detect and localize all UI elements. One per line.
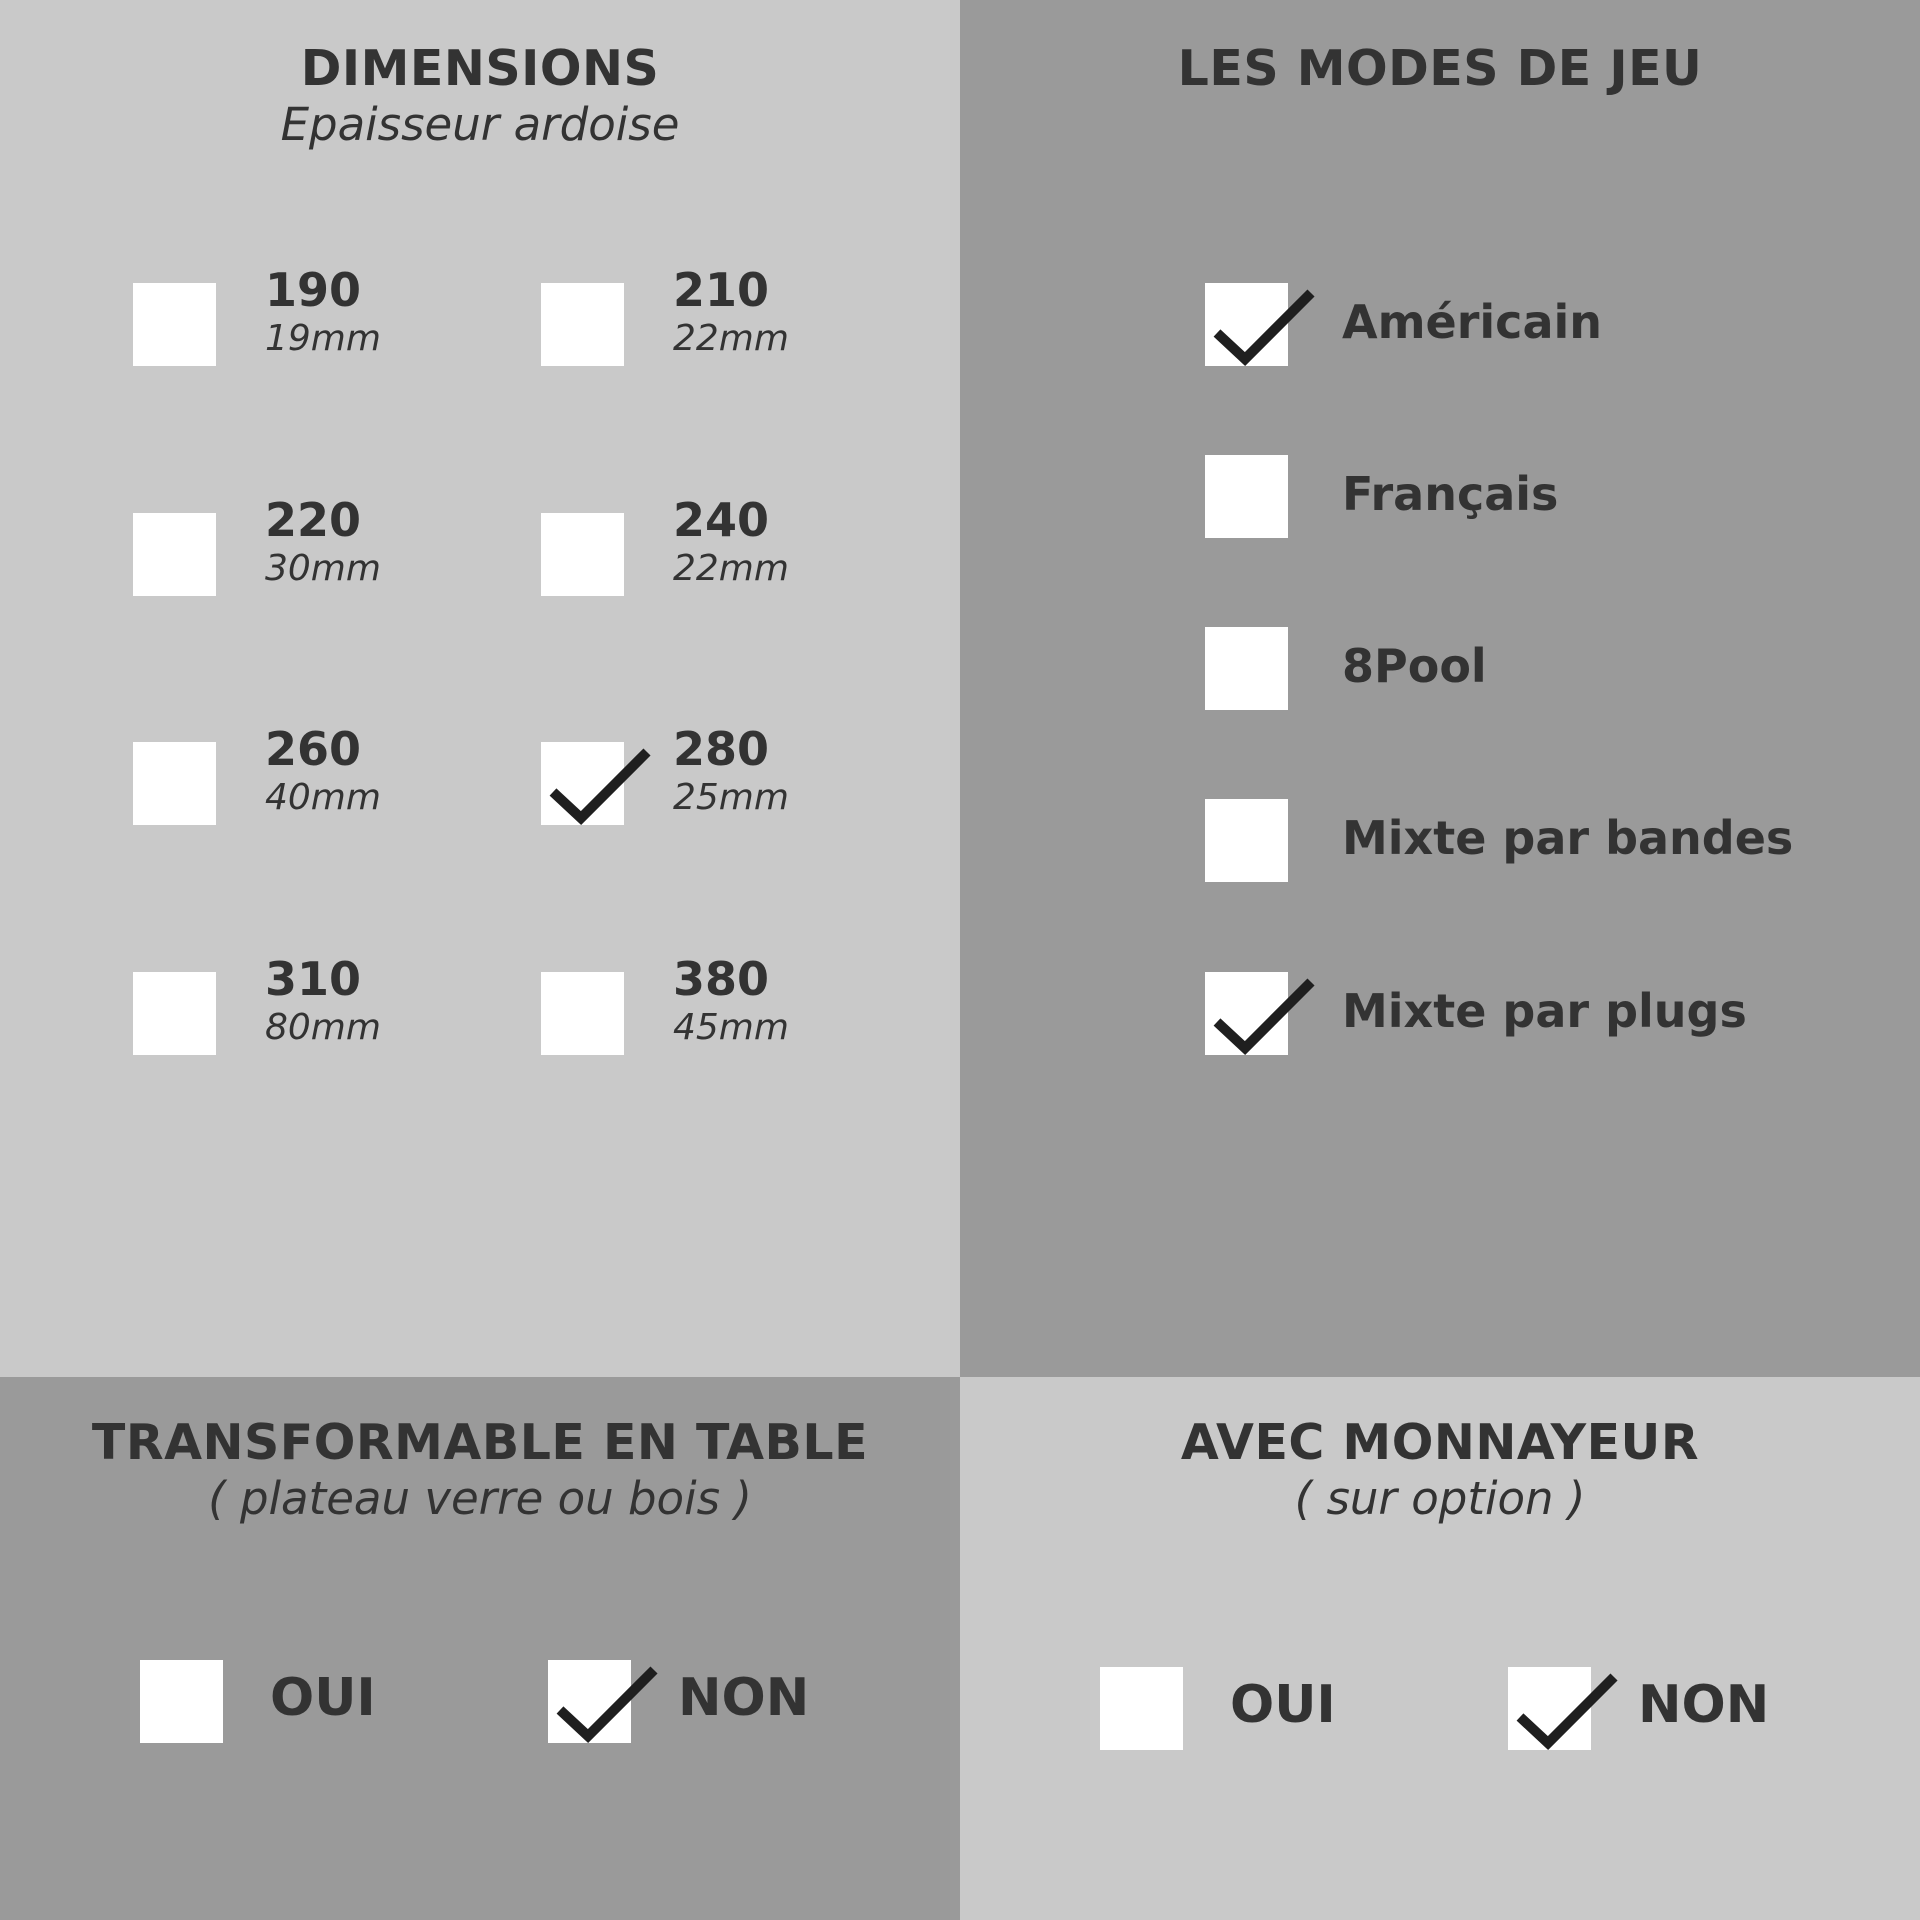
- game-modes-panel: [960, 0, 1920, 1377]
- option-label: OUI: [270, 1668, 376, 1728]
- coin-mechanism-option-non[interactable]: [1508, 1667, 1808, 1750]
- dimensions-subtitle: Epaisseur ardoise: [280, 98, 680, 151]
- dimension-option-310[interactable]: [133, 952, 513, 1062]
- game-mode-option-mixte-plugs[interactable]: [1205, 972, 1905, 1055]
- option-label: NON: [1638, 1675, 1770, 1735]
- checkmark-icon: [541, 742, 624, 825]
- checkbox[interactable]: [548, 1660, 631, 1743]
- dimension-option-210[interactable]: [541, 263, 921, 373]
- transformable-option-non[interactable]: [548, 1660, 848, 1743]
- slate-thickness-label: 22mm: [673, 318, 789, 359]
- checkbox[interactable]: [1205, 972, 1288, 1055]
- slate-thickness-label: 19mm: [265, 318, 381, 359]
- checkbox[interactable]: [1508, 1667, 1591, 1750]
- game-modes-title: LES MODES DE JEU: [1177, 40, 1703, 97]
- transformable-option-oui[interactable]: [140, 1660, 440, 1743]
- dimensions-title: DIMENSIONS: [300, 40, 660, 97]
- checkbox[interactable]: [1205, 283, 1288, 366]
- dimension-size-label: 260: [265, 722, 362, 776]
- dimension-option-280[interactable]: [541, 722, 921, 832]
- dimension-option-240[interactable]: [541, 493, 921, 603]
- transformable-panel: [0, 1377, 960, 1920]
- dimension-size-label: 220: [265, 493, 362, 547]
- dimension-size-label: 380: [673, 952, 770, 1006]
- checkbox[interactable]: [133, 283, 216, 366]
- dimension-option-190[interactable]: [133, 263, 513, 373]
- coin-mechanism-subtitle: ( sur option ): [1294, 1472, 1586, 1525]
- game-mode-label: Américain: [1342, 295, 1603, 349]
- dimension-option-220[interactable]: [133, 493, 513, 603]
- dimension-size-label: 280: [673, 722, 770, 776]
- checkmark-icon: [1205, 972, 1288, 1055]
- game-mode-option-francais[interactable]: [1205, 455, 1905, 538]
- game-mode-option-8pool[interactable]: [1205, 627, 1905, 710]
- checkbox[interactable]: [1100, 1667, 1183, 1750]
- transformable-title: TRANSFORMABLE EN TABLE: [91, 1414, 869, 1471]
- checkmark-icon: [1205, 283, 1288, 366]
- game-mode-label: Français: [1342, 467, 1559, 521]
- checkbox[interactable]: [133, 513, 216, 596]
- checkbox[interactable]: [1205, 455, 1288, 538]
- checkbox[interactable]: [1205, 799, 1288, 882]
- game-mode-label: Mixte par bandes: [1342, 811, 1794, 865]
- slate-thickness-label: 30mm: [265, 548, 381, 589]
- coin-mechanism-panel: [960, 1377, 1920, 1920]
- game-mode-option-mixte-bandes[interactable]: [1205, 799, 1905, 882]
- checkmark-icon: [548, 1660, 631, 1743]
- coin-mechanism-title: AVEC MONNAYEUR: [1180, 1414, 1700, 1471]
- checkmark-icon: [1508, 1667, 1591, 1750]
- slate-thickness-label: 80mm: [265, 1007, 381, 1048]
- checkbox[interactable]: [133, 972, 216, 1055]
- game-mode-label: Mixte par plugs: [1342, 984, 1747, 1038]
- option-label: NON: [678, 1668, 810, 1728]
- checkbox[interactable]: [1205, 627, 1288, 710]
- slate-thickness-label: 40mm: [265, 777, 381, 818]
- dimension-size-label: 190: [265, 263, 362, 317]
- checkbox[interactable]: [541, 742, 624, 825]
- dimension-size-label: 240: [673, 493, 770, 547]
- dimension-option-260[interactable]: [133, 722, 513, 832]
- slate-thickness-label: 25mm: [673, 777, 789, 818]
- checkbox[interactable]: [541, 972, 624, 1055]
- checkbox[interactable]: [541, 283, 624, 366]
- transformable-subtitle: ( plateau verre ou bois ): [208, 1472, 752, 1525]
- dimension-size-label: 210: [673, 263, 770, 317]
- slate-thickness-label: 45mm: [673, 1007, 789, 1048]
- coin-mechanism-option-oui[interactable]: [1100, 1667, 1400, 1750]
- dimension-option-380[interactable]: [541, 952, 921, 1062]
- option-label: OUI: [1230, 1675, 1336, 1735]
- checkbox[interactable]: [541, 513, 624, 596]
- dimension-size-label: 310: [265, 952, 362, 1006]
- game-mode-label: 8Pool: [1342, 639, 1487, 693]
- game-mode-option-americain[interactable]: [1205, 283, 1905, 366]
- checkbox[interactable]: [140, 1660, 223, 1743]
- dimensions-panel: [0, 0, 960, 1377]
- checkbox[interactable]: [133, 742, 216, 825]
- slate-thickness-label: 22mm: [673, 548, 789, 589]
